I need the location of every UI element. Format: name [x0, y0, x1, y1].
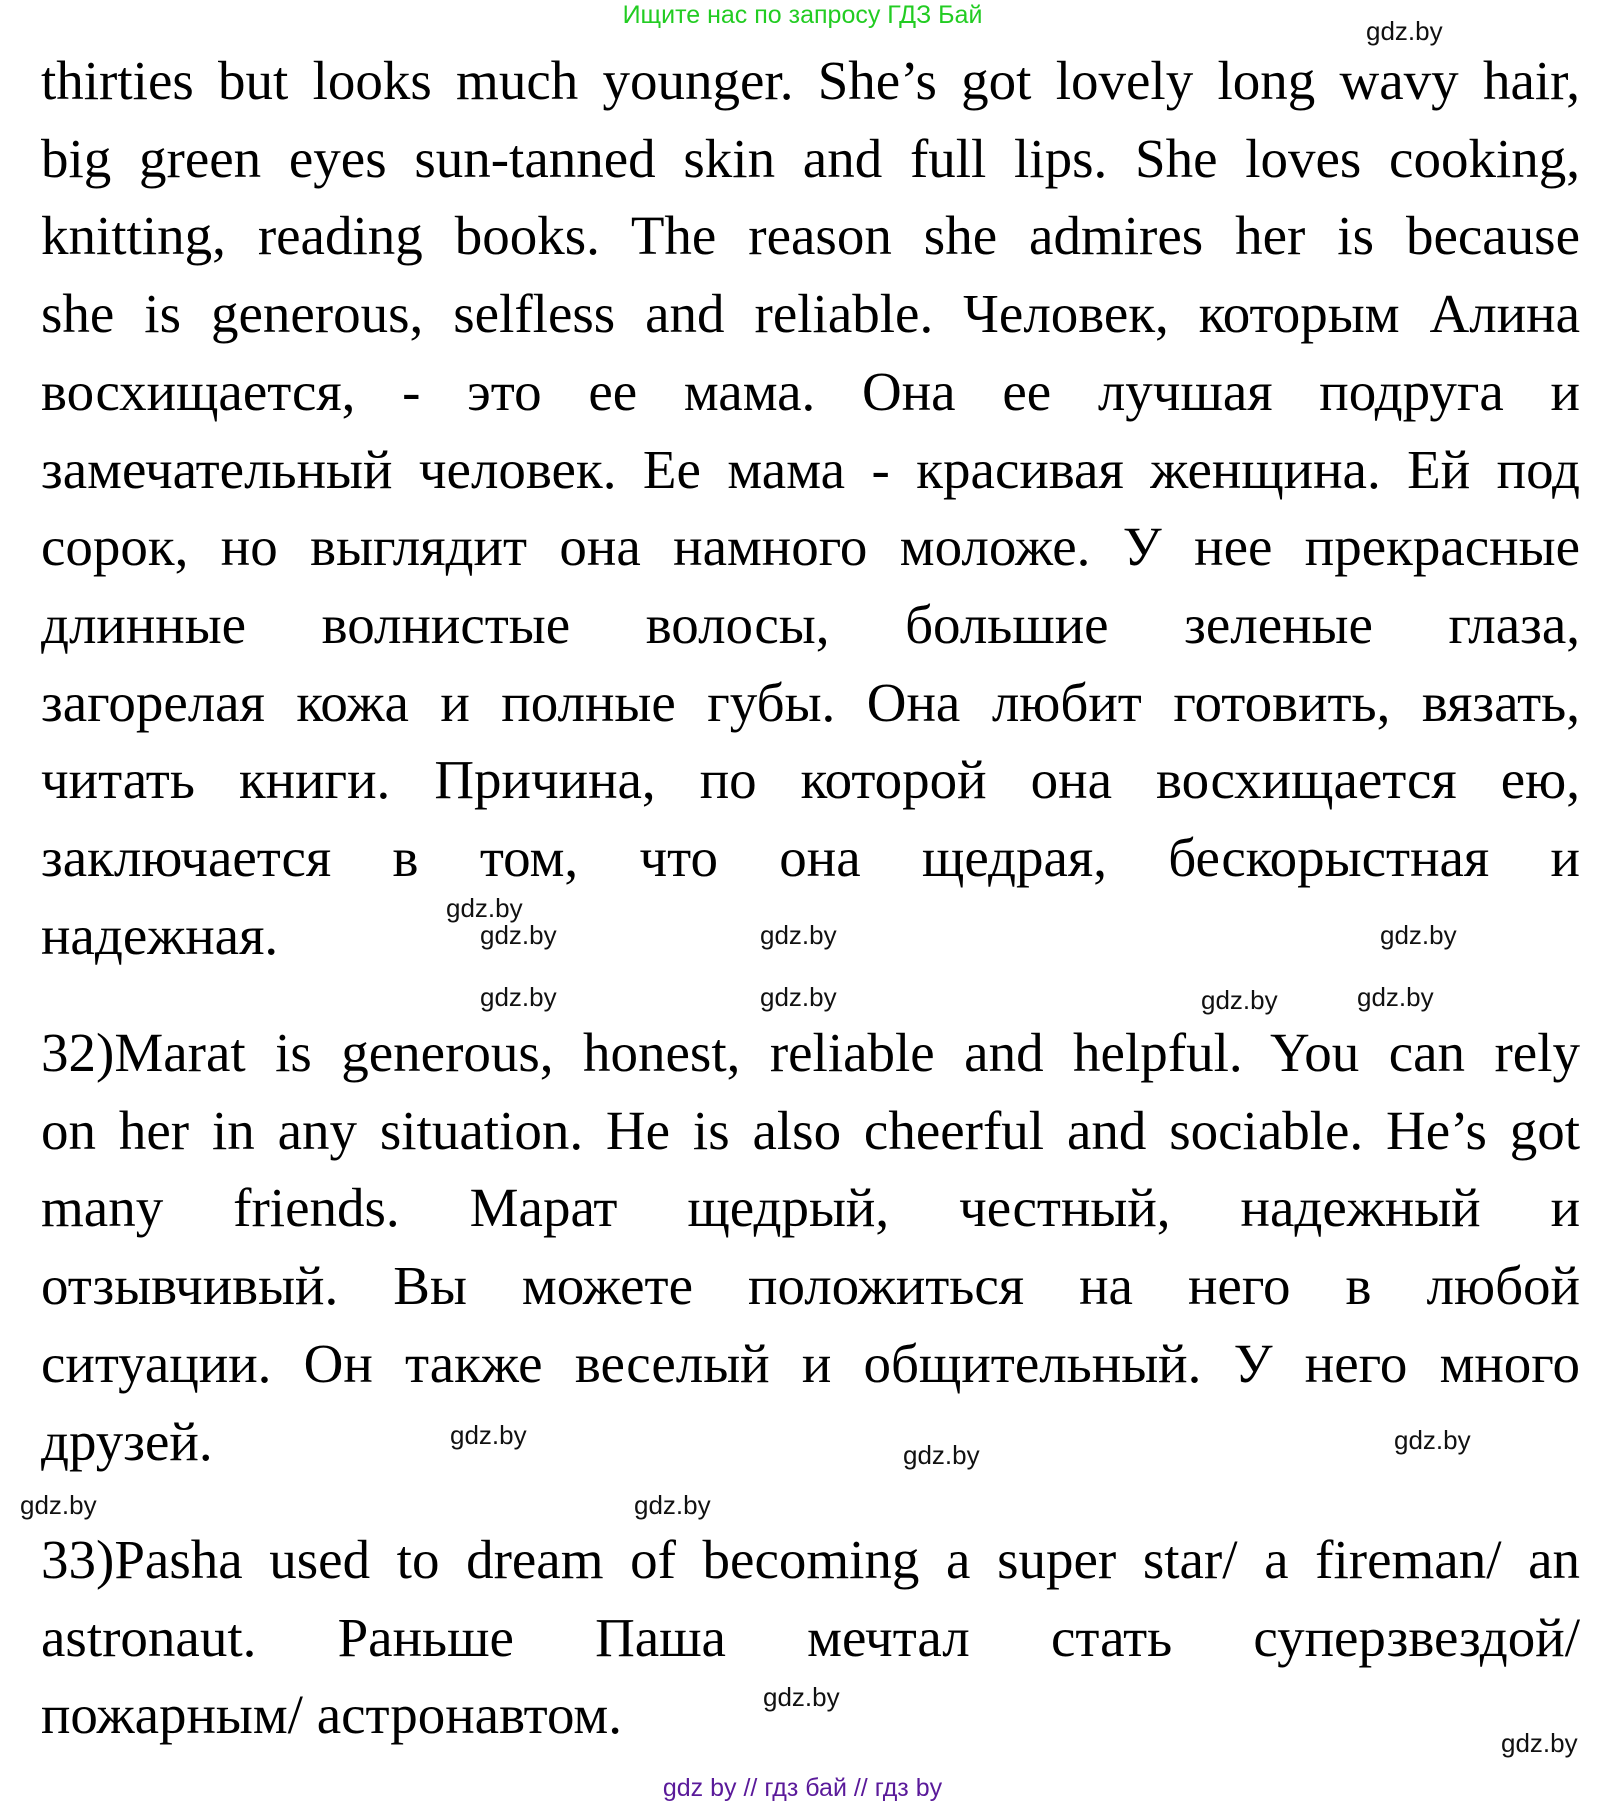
watermark: gdz.by [20, 1490, 97, 1520]
text-line: читать книги. Причина, по которой она восхищается ею, [41, 749, 1580, 811]
footer-links-banner: gdz by // гдз бай // гдз by [662, 1774, 943, 1802]
watermark: gdz.by [760, 982, 837, 1012]
text-line: пожарным/ астронавтом. [41, 1684, 622, 1746]
text-line: astronaut. Раньше Паша мечтал стать суперзвездой/ [41, 1606, 1580, 1668]
watermark: gdz.by [1201, 985, 1278, 1015]
watermark: gdz.by [480, 920, 557, 950]
watermark: gdz.by [760, 920, 837, 950]
watermark: gdz.by [1366, 16, 1443, 46]
search-hint-banner: Ищите нас по запросу ГДЗ Бай [622, 1, 983, 29]
text-line: восхищается, - это ее мама. Она ее лучшая подруга и [41, 360, 1580, 422]
watermark: gdz.by [903, 1440, 980, 1470]
watermark: gdz.by [1501, 1728, 1578, 1758]
text-line: big green eyes sun-tanned skin and full lips. She loves cooking, [41, 127, 1580, 189]
watermark: gdz.by [763, 1682, 840, 1712]
watermark: gdz.by [480, 982, 557, 1012]
text-line: надежная. [41, 904, 279, 966]
watermark: gdz.by [634, 1490, 711, 1520]
text-line: knitting, reading books. The reason she admires her is because [41, 205, 1580, 267]
watermark: gdz.by [446, 893, 523, 923]
text-line: 32)Marat is generous, honest, reliable and helpful. You can rely [41, 1022, 1580, 1083]
text-line: замечательный человек. Ее мама - красивая женщина. Ей под [41, 438, 1580, 500]
text-line: отзывчивый. Вы можете положиться на него в любой [41, 1255, 1580, 1317]
text-line: on her in any situation. He is also cheerful and sociable. He’s got [41, 1099, 1580, 1161]
text-line: many friends. Марат щедрый, честный, надежный и [41, 1177, 1580, 1239]
watermark: gdz.by [1394, 1425, 1471, 1455]
text-line: 33)Pasha used to dream of becoming a super star/ a fireman/ an [41, 1529, 1580, 1590]
text-line: загорелая кожа и полные губы. Она любит готовить, вязать, [41, 671, 1580, 733]
text-line: thirties but looks much younger. She’s got lovely long wavy hair, [41, 50, 1580, 111]
text-line: друзей. [41, 1410, 213, 1472]
text-line: заключается в том, что она щедрая, бескорыстная и [41, 827, 1580, 888]
watermark: gdz.by [1357, 982, 1434, 1012]
text-line: сорок, но выглядит она намного моложе. У нее прекрасные [41, 516, 1580, 578]
text-line: ситуации. Он также веселый и общительный. У него много [41, 1332, 1580, 1394]
text-line: длинные волнистые волосы, большие зеленые глаза, [41, 593, 1580, 655]
watermark: gdz.by [450, 1420, 527, 1450]
watermark: gdz.by [1380, 920, 1457, 950]
text-line: she is generous, selfless and reliable. Человек, которым Алина [41, 283, 1580, 345]
